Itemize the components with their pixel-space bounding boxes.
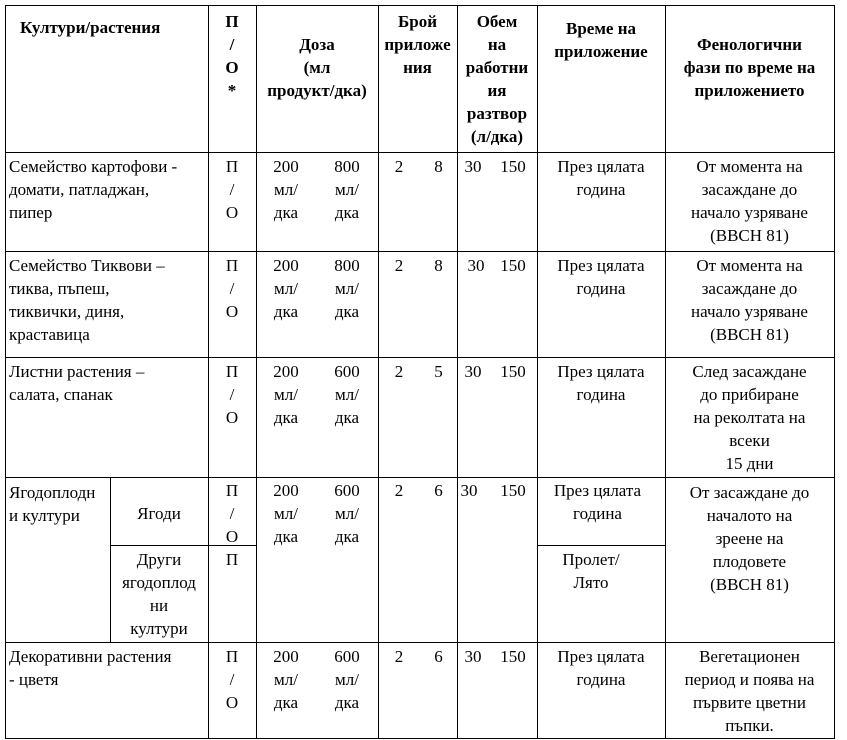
row-count-min: 2 bbox=[394, 256, 404, 275]
table-border bbox=[5, 738, 835, 739]
row-vol-max: 150 bbox=[500, 362, 526, 381]
row-count-min: 2 bbox=[394, 481, 404, 500]
row-vol-max: 150 bbox=[500, 157, 526, 176]
header-time: Време на приложение bbox=[554, 19, 648, 61]
row-count-max: 5 bbox=[434, 362, 443, 381]
row-po: П / О bbox=[225, 647, 239, 712]
row-dose-min: 200 мл/ дка bbox=[273, 481, 299, 546]
header-dose: Доза (мл продукт/дка) bbox=[267, 35, 367, 100]
row-count-max: 6 bbox=[434, 647, 443, 666]
row-count-max: 8 bbox=[434, 256, 443, 275]
row-count-max: 8 bbox=[434, 157, 443, 176]
header-phases: Фенологични фази по време на приложението bbox=[683, 35, 816, 100]
table-border bbox=[5, 477, 835, 478]
row-vol-max: 150 bbox=[500, 481, 526, 500]
row-crop: Семейство картофови - домати, патладжан, пипер bbox=[9, 157, 178, 222]
row-crop: Декоративни растения - цветя bbox=[9, 647, 172, 689]
header-volume: Обем на работни ия разтвор (л/дка) bbox=[465, 12, 529, 146]
row-phase: От момента на засаждане до начало узряване (BBCH 81) bbox=[691, 157, 808, 245]
table-border bbox=[537, 545, 666, 546]
table-border bbox=[5, 5, 6, 739]
table-border bbox=[5, 642, 835, 643]
row-dose-max: 600 мл/ дка bbox=[334, 481, 360, 546]
row-time: През цялата година bbox=[557, 362, 645, 404]
row-vol-min: 30 bbox=[464, 157, 482, 176]
row-dose-min: 200 мл/ дка bbox=[273, 157, 299, 222]
row-po: П bbox=[225, 550, 239, 569]
row-vol-min: 30 bbox=[467, 256, 485, 275]
row-time: Пролет/ Лято bbox=[562, 550, 620, 592]
table-border bbox=[5, 5, 835, 6]
row-po: П / О bbox=[225, 157, 239, 222]
row-count-max: 6 bbox=[434, 481, 443, 500]
row-dose-min: 200 мл/ дка bbox=[273, 256, 299, 321]
row-vol-min: 30 bbox=[464, 647, 482, 666]
row-time: През цялата година bbox=[557, 256, 645, 298]
row-subcrop: Ягоди bbox=[137, 504, 181, 523]
row-time: През цялата година bbox=[557, 647, 645, 689]
row-time: През цялата година bbox=[557, 157, 645, 199]
row-crop: Ягодоплодн и култури bbox=[9, 483, 96, 525]
table-border bbox=[5, 251, 835, 252]
table-border bbox=[5, 152, 835, 153]
row-crop: Семейство Тиквови – тиква, пъпеш, тиквички, диня, краставица bbox=[9, 256, 165, 344]
row-vol-max: 150 bbox=[500, 647, 526, 666]
row-dose-min: 200 мл/ дка bbox=[273, 362, 299, 427]
row-crop: Листни растения – салата, спанак bbox=[9, 362, 145, 404]
header-crops: Култури/растения bbox=[20, 18, 161, 37]
row-vol-min: 30 bbox=[464, 362, 482, 381]
header-count: Брой приложе ния bbox=[384, 12, 451, 77]
row-dose-max: 800 мл/ дка bbox=[334, 157, 360, 222]
row-po: П / О bbox=[225, 362, 239, 427]
row-count-min: 2 bbox=[394, 647, 404, 666]
row-po: П / О bbox=[225, 481, 239, 546]
table-border bbox=[5, 357, 835, 358]
row-dose-max: 600 мл/ дка bbox=[334, 647, 360, 712]
row-count-min: 2 bbox=[394, 157, 404, 176]
row-phase: От засаждане до началото на зреене на плодовете (BBCH 81) bbox=[689, 483, 810, 594]
row-dose-max: 800 мл/ дка bbox=[334, 256, 360, 321]
header-po: П / О * bbox=[225, 12, 239, 100]
row-dose-min: 200 мл/ дка bbox=[273, 647, 299, 712]
row-subcrop: Други ягодоплод ни култури bbox=[122, 550, 196, 638]
row-dose-max: 600 мл/ дка bbox=[334, 362, 360, 427]
row-time: През цялата година bbox=[553, 481, 642, 523]
row-phase: След засаждане до прибиране на реколтата на всеки 15 дни bbox=[692, 362, 807, 473]
row-po: П / О bbox=[225, 256, 239, 321]
row-phase: От момента на засаждане до начало узряване (BBCH 81) bbox=[691, 256, 808, 344]
row-count-min: 2 bbox=[394, 362, 404, 381]
row-phase: Вегетационен период и поява на първите цветни пъпки. bbox=[684, 647, 815, 735]
row-vol-min: 30 bbox=[460, 481, 478, 500]
row-vol-max: 150 bbox=[500, 256, 526, 275]
table-border bbox=[834, 5, 835, 739]
